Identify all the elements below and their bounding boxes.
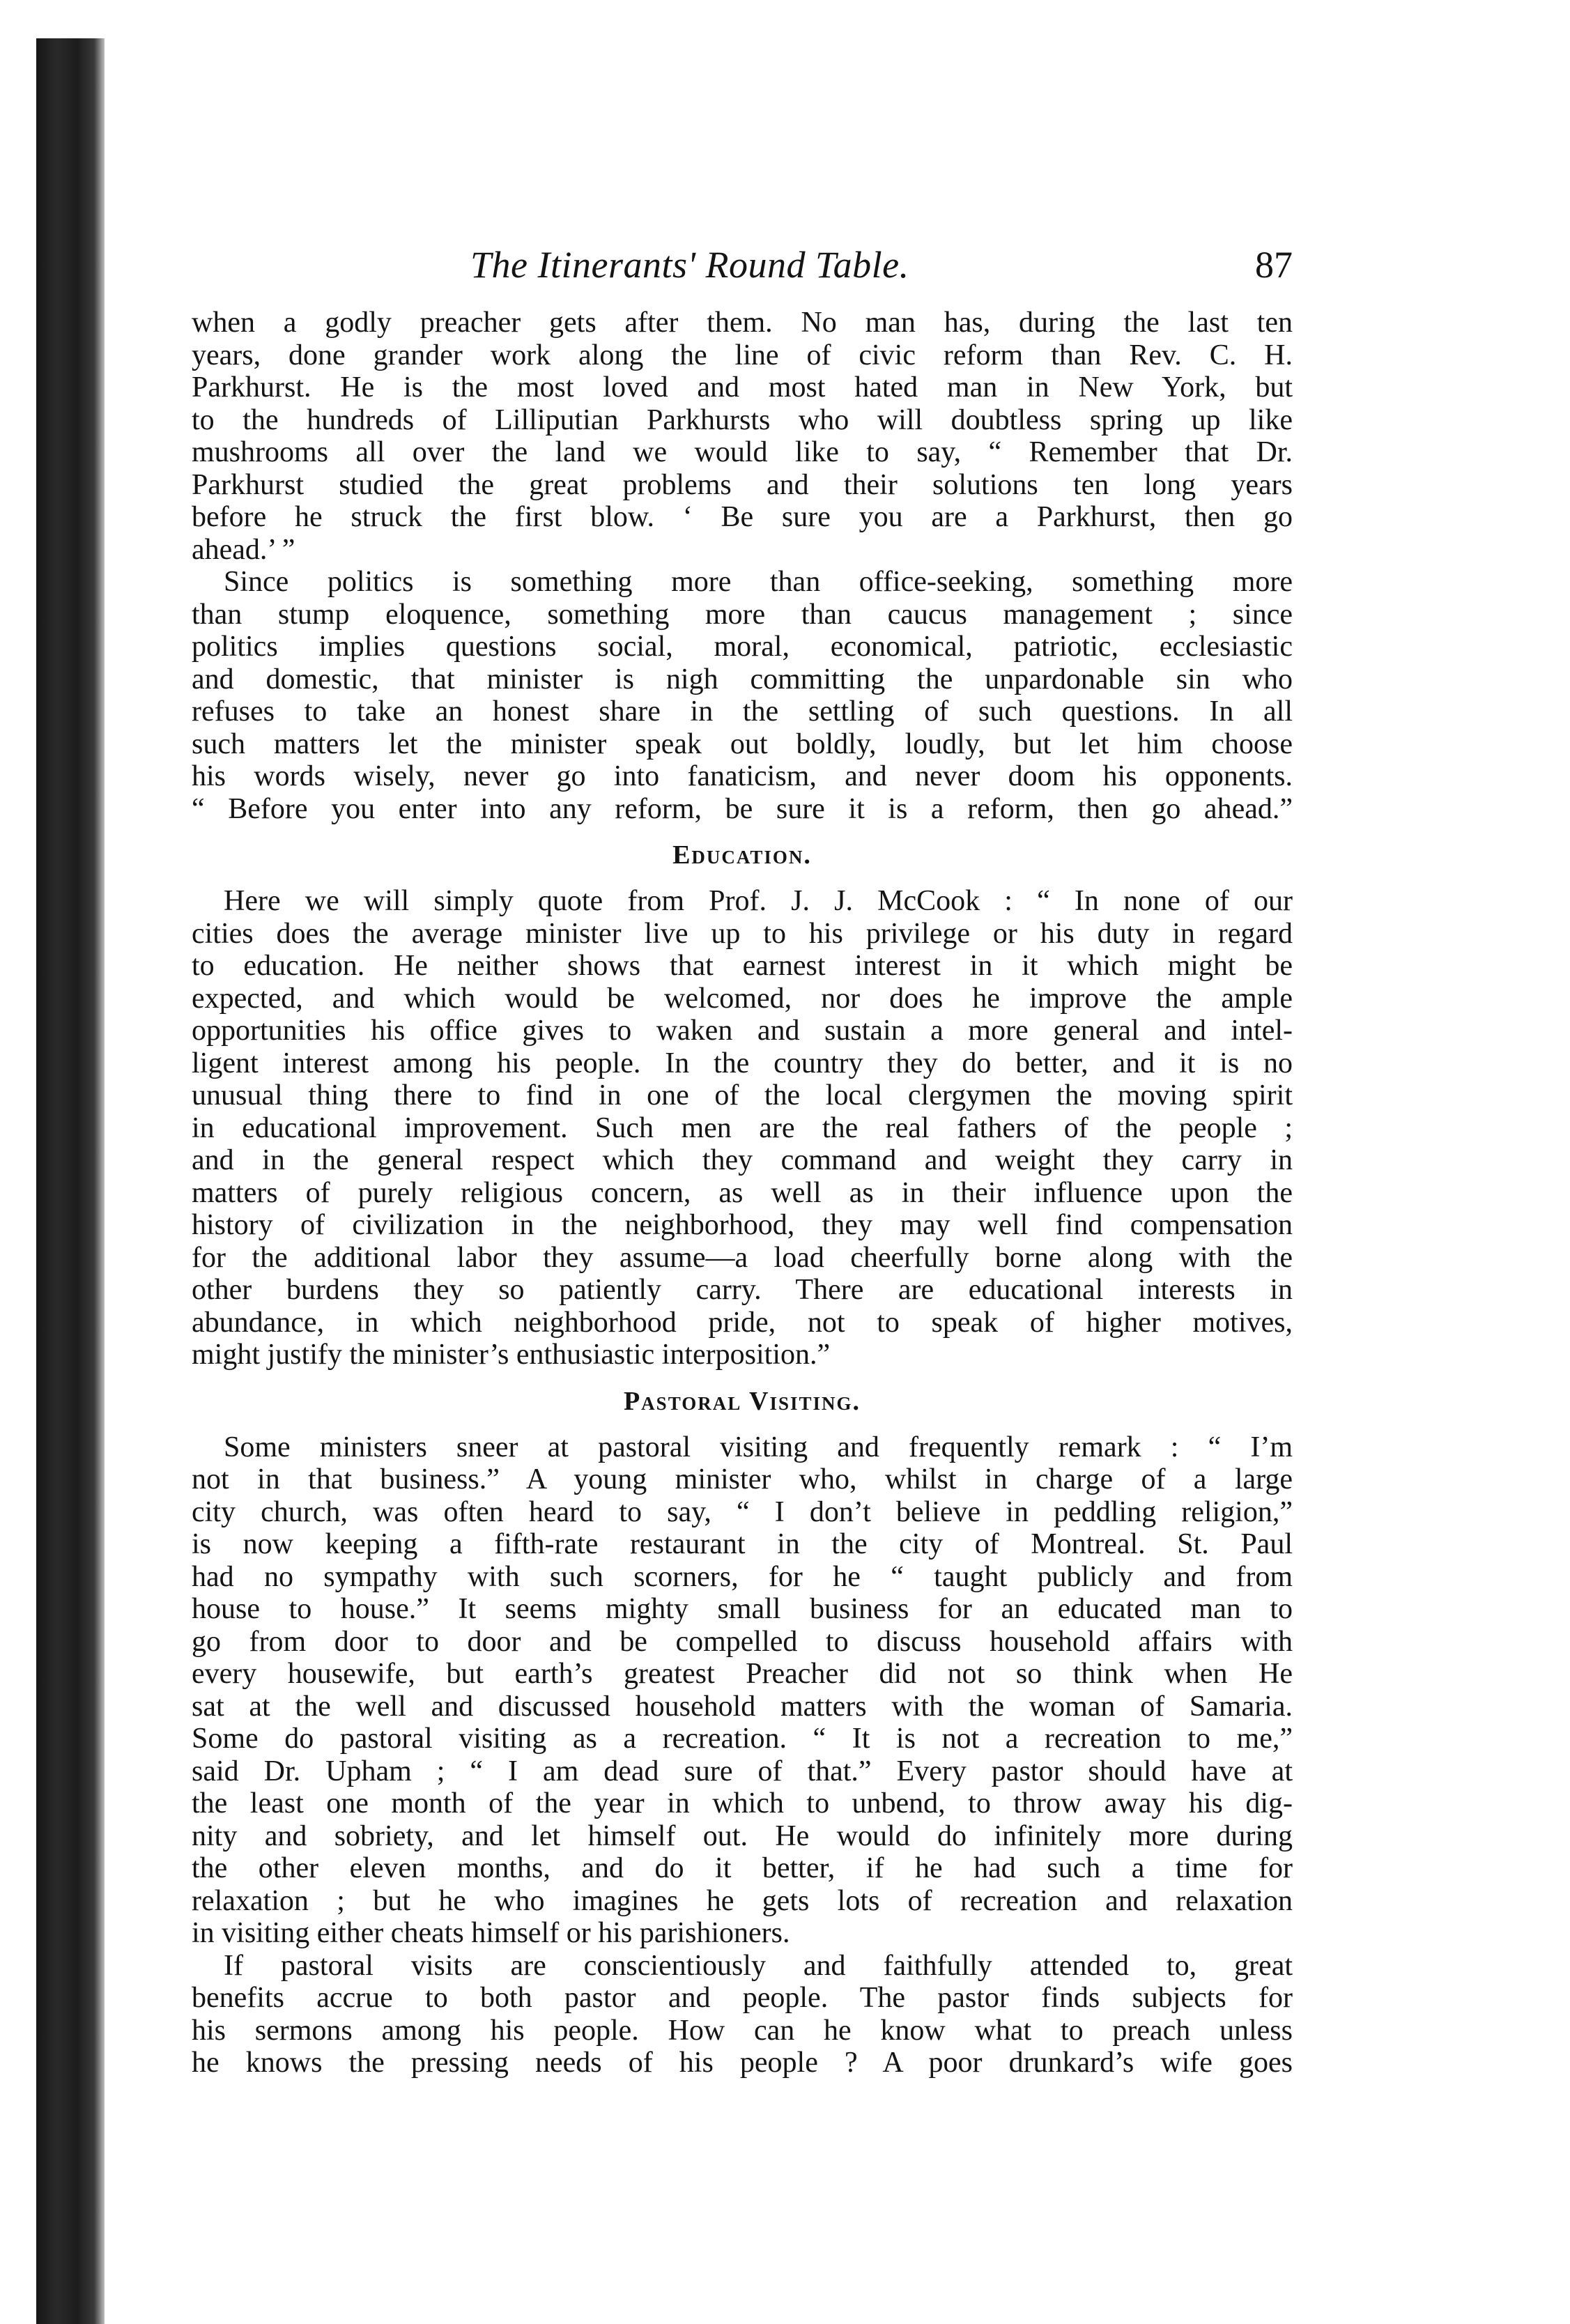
text-line: and domestic, that minister is nigh committing the unpardonable sin who — [192, 663, 1293, 695]
section-heading-education: Education. — [672, 840, 812, 870]
text-line: and in the general respect which they command and weight they carry in — [192, 1144, 1293, 1176]
text-line: Some ministers sneer at pastoral visiting and frequently remark : “ I’m — [224, 1431, 1293, 1463]
text-line: cities does the average minister live up to his privilege or his duty in regard — [192, 917, 1293, 950]
text-line: relaxation ; but he who imagines he gets lots of recreation and relaxation — [192, 1884, 1293, 1917]
text-line: years, done grander work along the line of civic reform than Rev. C. H. — [192, 339, 1293, 371]
text-line: opportunities his office gives to waken and sustain a more general and intel- — [192, 1015, 1293, 1047]
text-line: Parkhurst. He is the most loved and most hated man in New York, but — [192, 371, 1293, 403]
page-number: 87 — [1255, 244, 1293, 286]
text-line: the other eleven months, and do it better, if he had such a time for — [192, 1852, 1293, 1884]
text-line: for the additional labor they assume—a load cheerfully borne along with the — [192, 1241, 1293, 1274]
text-line: nity and sobriety, and let himself out. He would do infinitely more during — [192, 1819, 1293, 1852]
text-line: ligent interest among his people. In the country they do better, and it is no — [192, 1047, 1293, 1079]
text-line: in visiting either cheats himself or his parishioners. — [192, 1917, 790, 1949]
text-line: city church, was often heard to say, “ I don’t believe in peddling religion,” — [192, 1495, 1293, 1528]
running-header — [192, 237, 1293, 300]
intro-paragraph — [192, 307, 1293, 566]
running-title: The Itinerants' Round Table. — [470, 244, 909, 286]
text-line: go from door to door and be compelled to discuss household affairs with — [192, 1625, 1293, 1658]
text-line: Parkhurst studied the great problems and their solutions ten long years — [192, 468, 1293, 501]
text-line: the least one month of the year in which to unbend, to throw away his dig- — [192, 1787, 1293, 1819]
pastoral-paragraph-1 — [192, 1431, 1293, 1950]
text-line: Since politics is something more than office-seeking, something more — [224, 566, 1293, 598]
text-line: unusual thing there to find in one of the local clergymen the moving spirit — [192, 1079, 1293, 1111]
page-binding-shadow — [36, 38, 105, 2324]
text-line: before he struck the first blow. ‘ Be sure you are a Parkhurst, then go — [192, 501, 1293, 533]
text-line: might justify the minister’s enthusiastic interposition.” — [192, 1339, 831, 1371]
text-line: not in that business.” A young minister who, whilst in charge of a large — [192, 1463, 1293, 1495]
text-line: If pastoral visits are conscientiously and faithfully attended to, great — [224, 1949, 1293, 1982]
text-line: sat at the well and discussed household matters with the woman of Samaria. — [192, 1690, 1293, 1723]
text-line: history of civilization in the neighborhood, they may well find compensation — [192, 1209, 1293, 1241]
text-line: refuses to take an honest share in the settling of such questions. In all — [192, 695, 1293, 728]
text-line: is now keeping a fifth-rate restaurant in the city of Montreal. St. Paul — [192, 1528, 1293, 1560]
text-line: mushrooms all over the land we would like to say, “ Remember that Dr. — [192, 436, 1293, 468]
politics-paragraph — [192, 566, 1293, 825]
text-line: to the hundreds of Lilliputian Parkhursts who will doubtless spring up like — [192, 403, 1293, 436]
text-line: when a godly preacher gets after them. No man has, during the last ten — [192, 307, 1293, 339]
text-line: than stump eloquence, something more than caucus management ; since — [192, 598, 1293, 631]
text-line: Some do pastoral visiting as a recreation. “ It is not a recreation to me,” — [192, 1723, 1293, 1755]
text-line: politics implies questions social, moral, economical, patriotic, ecclesiastic — [192, 631, 1293, 663]
text-line: such matters let the minister speak out boldly, loudly, but let him choose — [192, 728, 1293, 760]
text-line: other burdens they so patiently carry. There are educational interests in — [192, 1274, 1293, 1306]
text-line: his words wisely, never go into fanaticism, and never doom his opponents. — [192, 760, 1293, 792]
text-line: “ Before you enter into any reform, be sure it is a reform, then go ahead.” — [192, 792, 1293, 825]
book-page — [192, 237, 1293, 2079]
text-line: had no sympathy with such scorners, for he “ taught publicly and from — [192, 1560, 1293, 1593]
text-line: his sermons among his people. How can he know what to preach unless — [192, 2014, 1293, 2047]
education-paragraph — [192, 885, 1293, 1371]
text-line: abundance, in which neighborhood pride, not to speak of higher motives, — [192, 1306, 1293, 1339]
text-line: matters of purely religious concern, as well as in their influence upon the — [192, 1176, 1293, 1209]
text-line: to education. He neither shows that earnest interest in it which might be — [192, 950, 1293, 982]
section-heading-pastoral-visiting: Pastoral Visiting. — [623, 1386, 861, 1416]
text-line: house to house.” It seems mighty small business for an educated man to — [192, 1593, 1293, 1625]
text-line: he knows the pressing needs of his people ? A poor drunkard’s wife goes — [192, 2047, 1293, 2079]
text-line: Here we will simply quote from Prof. J. J. McCook : “ In none of our — [224, 885, 1293, 917]
text-line: in educational improvement. Such men are the real fathers of the people ; — [192, 1111, 1293, 1144]
text-line: expected, and which would be welcomed, nor does he improve the ample — [192, 982, 1293, 1015]
text-line: said Dr. Upham ; “ I am dead sure of that.” Every pastor should have at — [192, 1755, 1293, 1787]
text-line: every housewife, but earth’s greatest Preacher did not so think when He — [192, 1658, 1293, 1690]
text-line: benefits accrue to both pastor and people. The pastor finds subjects for — [192, 1982, 1293, 2014]
pastoral-paragraph-2 — [192, 1950, 1293, 2079]
text-line: ahead.’ ” — [192, 533, 295, 566]
